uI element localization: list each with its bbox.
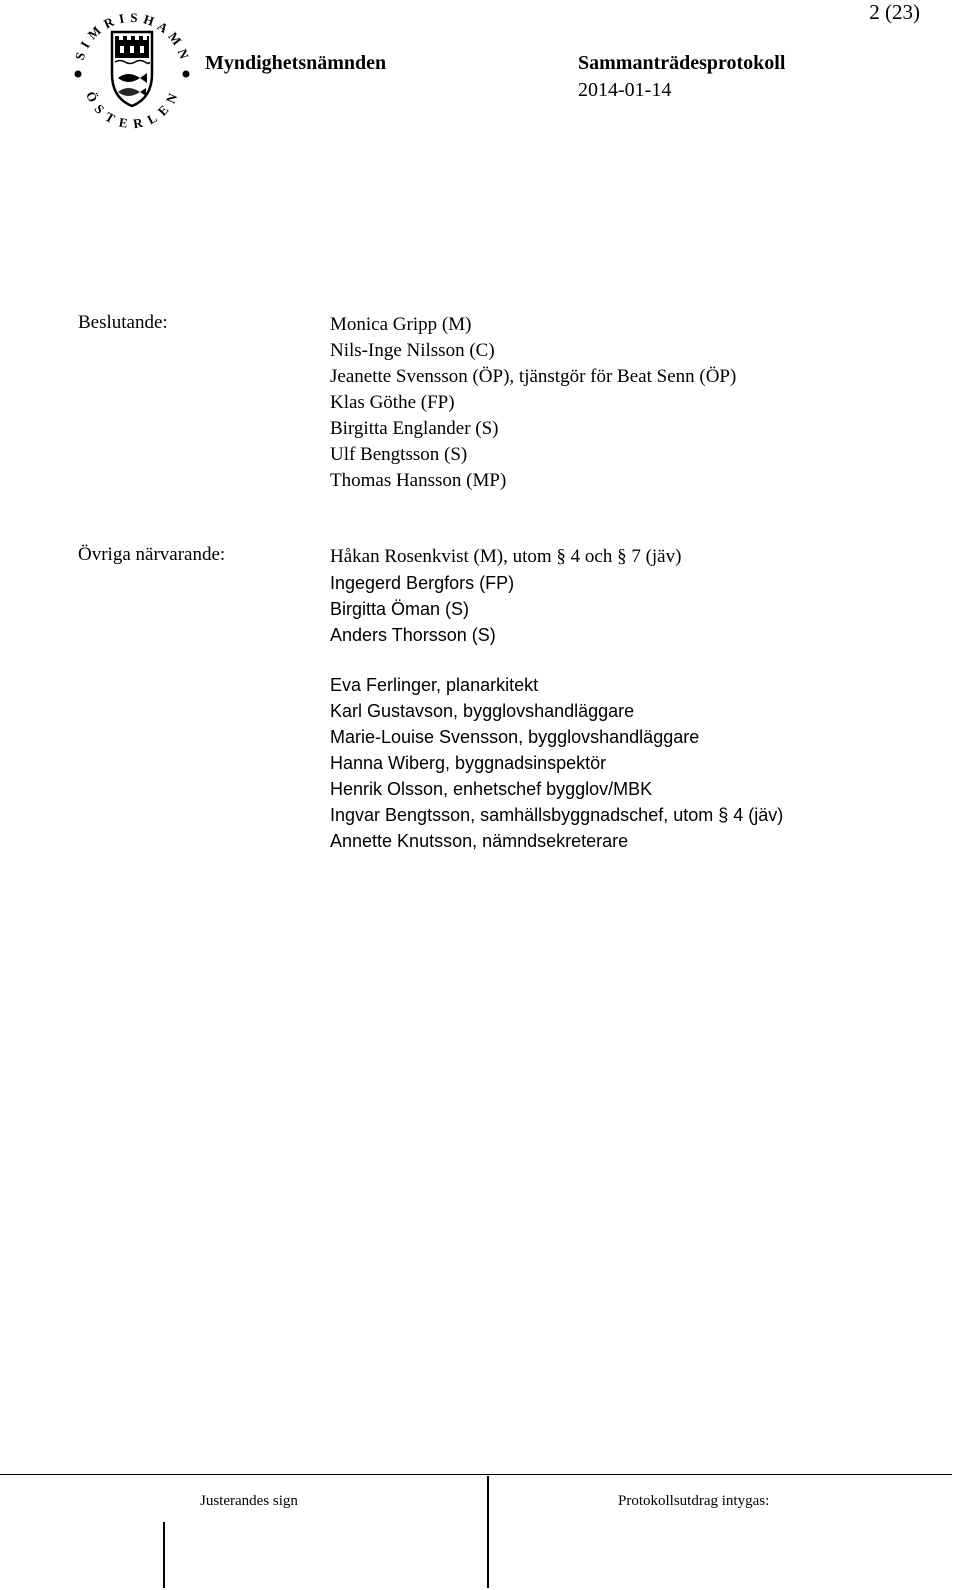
list-item: Eva Ferlinger, planarkitekt — [330, 675, 539, 695]
footer-divider — [0, 1474, 952, 1475]
document-date: 2014-01-14 — [578, 79, 672, 101]
page-number: 2 (23) — [869, 0, 920, 24]
list-item: Ingvar Bengtsson, samhällsbyggnadschef, utom § 4 (jäv) — [330, 805, 784, 825]
justerandes-sign-label: Justerandes sign — [200, 1493, 298, 1509]
list-item: Karl Gustavson, bygglovshandläggare — [330, 701, 635, 721]
list-item: Marie-Louise Svensson, bygglovshandläggare — [330, 727, 700, 747]
list-item: Annette Knutsson, nämndsekreterare — [330, 831, 629, 851]
signature-box-divider — [487, 1476, 489, 1588]
list-item: Håkan Rosenkvist (M), utom § 4 och § 7 (jäv) — [330, 546, 682, 567]
list-item: Monica Gripp (M) — [330, 314, 472, 335]
municipality-logo — [68, 2, 196, 130]
beslutande-label: Beslutande: — [78, 312, 168, 333]
list-item: Klas Göthe (FP) — [330, 392, 455, 413]
list-item: Nils-Inge Nilsson (C) — [330, 340, 495, 361]
organization-name: Myndighetsnämnden — [205, 52, 387, 74]
ovriga-politicians-list — [330, 544, 681, 648]
ovriga-label: Övriga närvarande: — [78, 544, 226, 565]
list-item: Jeanette Svensson (ÖP), tjänstgör för Beat Senn (ÖP) — [330, 366, 737, 387]
list-item: Birgitta Englander (S) — [330, 418, 499, 439]
beslutande-list — [330, 312, 736, 494]
logo-text-top: S I M R I S H A M N — [71, 9, 193, 62]
ovriga-staff-list — [330, 672, 783, 854]
list-item: Thomas Hansson (MP) — [330, 470, 507, 491]
list-item: Hanna Wiberg, byggnadsinspektör — [330, 753, 607, 773]
protokollsutdrag-label: Protokollsutdrag intygas: — [618, 1493, 770, 1509]
document-type: Sammanträdesprotokoll — [578, 52, 786, 74]
logo-text-bottom: Ö S T E R L E N — [82, 89, 182, 130]
list-item: Ingegerd Bergfors (FP) — [330, 573, 515, 593]
signature-box-divider — [163, 1522, 165, 1588]
list-item: Birgitta Öman (S) — [330, 599, 470, 619]
list-item: Anders Thorsson (S) — [330, 625, 496, 645]
list-item: Henrik Olsson, enhetschef bygglov/MBK — [330, 779, 653, 799]
list-item: Ulf Bengtsson (S) — [330, 444, 468, 465]
